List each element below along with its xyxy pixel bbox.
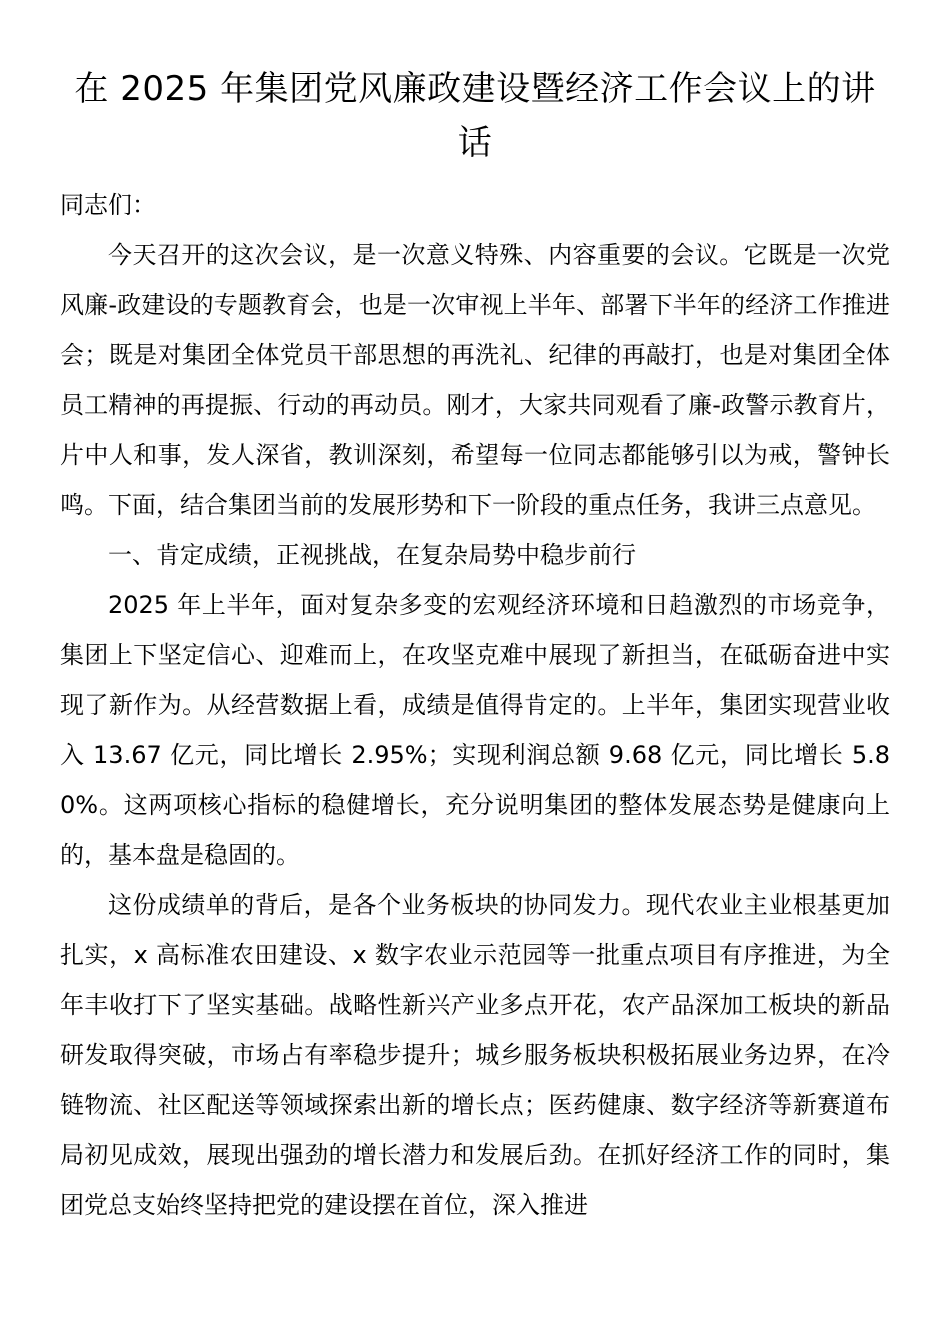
section1-paragraph-1: 2025 年上半年，面对复杂多变的宏观经济环境和日趋激烈的市场竞争，集团上下坚定信心、迎难而上，在攻坚克难中展现了新担当，在砥砺奋进中实现了新作为。从经营数据上看，成绩是值得肯定的。上半年，集团实现营业收入 13.67 亿元，同比增长 2.95%；实现利润总额 9.68 亿元，同比增长 5.80%。这两项核心指标的稳健增长，充分说明集团的整体发展态势是健康向上的，基本盘是稳固的。 (60, 591, 890, 869)
document-title: 在 2025 年集团党风廉政建设暨经济工作会议上的讲话 (74, 69, 876, 163)
salutation: 同志们： (60, 191, 156, 219)
intro-paragraph: 今天召开的这次会议，是一次意义特殊、内容重要的会议。它既是一次党风廉-政建设的专题教育会，也是一次审视上半年、部署下半年的经济工作推进会；既是对集团全体党员干部思想的再洗礼、纪律的再敲打，也是对集团全体员工精神的再提振、行动的再动员。刚才，大家共同观看了廉-政警示教育片，片中人和事，发人深省，教训深刻，希望每一位同志都能够引以为戒，警钟长鸣。下面，结合集团当前的发展形势和下一阶段的重点任务，我讲三点意见。 (60, 241, 890, 519)
section1-paragraph-2: 这份成绩单的背后，是各个业务板块的协同发力。现代农业主业根基更加扎实，x 高标准农田建设、x 数字农业示范园等一批重点项目有序推进，为全年丰收打下了坚实基础。战略性新兴产业多点开花，农产品深加工板块的新品研发取得突破，市场占有率稳步提升；城乡服务板块积极拓展业务边界，在冷链物流、社区配送等领域探索出新的增长点；医药健康、数字经济等新赛道布局初见成效，展现出强劲的增长潜力和发展后劲。在抓好经济工作的同时，集团党总支始终坚持把党的建设摆在首位，深入推进 (60, 891, 890, 1219)
section-heading-1: 一、肯定成绩，正视挑战，在复杂局势中稳步前行 (108, 541, 636, 569)
